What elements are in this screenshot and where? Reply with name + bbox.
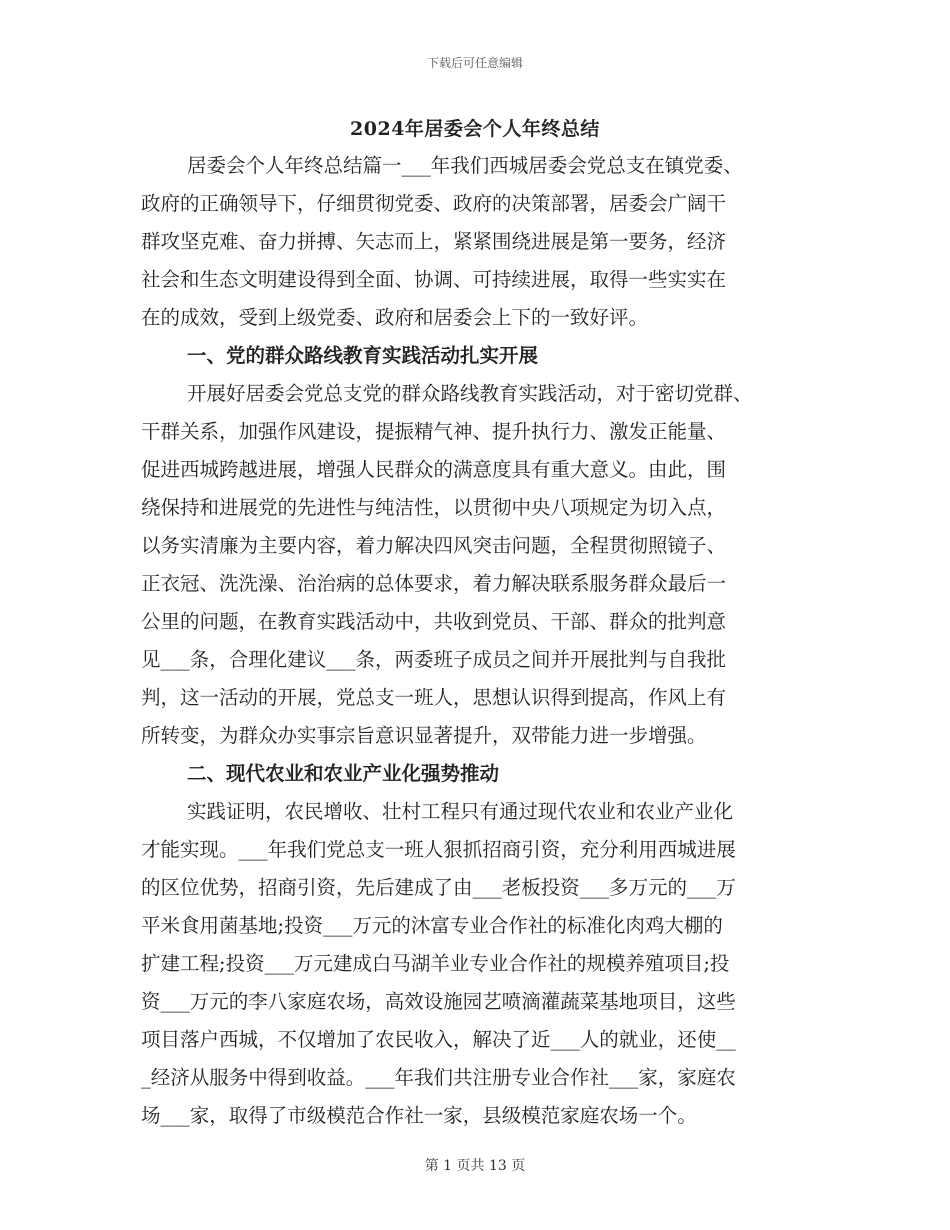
text-line: 政府的正确领导下，仔细贯彻党委、政府的决策部署，居委会广阔干 [141, 192, 727, 215]
text-line: 实践证明，农民增收、壮村工程只有通过现代农业和农业产业化 [187, 800, 734, 823]
text-line: 促进西城跨越进展，增强人民群众的满意度具有重大意义。由此，围 [141, 458, 727, 481]
text-line: 社会和生态文明建设得到全面、协调、可持续进展，取得一些实实在 [141, 268, 727, 291]
text-line: 在的成效，受到上级党委、政府和居委会上下的一致好评。 [141, 306, 649, 329]
text-line: 项目落户西城，不仅增加了农民收入，解决了近___人的就业，还使__ [141, 1028, 736, 1051]
document-title: 2024年居委会个人年终总结 [350, 118, 600, 140]
text-line: 扩建工程;投资___万元建成白马湖羊业专业合作社的规模养殖项目;投 [141, 952, 730, 975]
text-line: 平米食用菌基地;投资___万元的沐富专业合作社的标准化肉鸡大棚的 [141, 914, 723, 937]
text-line: 见___条，合理化建议___条，两委班子成员之间并开展批判与自我批 [141, 648, 727, 671]
text-line: 判，这一活动的开展，党总支一班人，思想认识得到提高，作风上有 [141, 686, 727, 709]
text-line: 居委会个人年终总结篇一___年我们西城居委会党总支在镇党委、 [187, 154, 743, 177]
text-line: 公里的问题，在教育实践活动中，共收到党员、干部、群众的批判意 [141, 610, 727, 633]
text-line: 以务实清廉为主要内容，着力解决四风突击问题，全程贯彻照镜子、 [141, 534, 727, 557]
text-line: 资___万元的李八家庭农场，高效设施园艺喷滴灌蔬菜基地项目，这些 [141, 990, 736, 1013]
text-line: 绕保持和进展党的先进性与纯洁性，以贯彻中央八项规定为切入点， [141, 496, 727, 519]
header-note: 下载后可任意编辑 [426, 56, 523, 70]
section-heading: 二、现代农业和农业产业化强势推动 [187, 762, 500, 785]
section-heading: 一、党的群众路线教育实践活动扎实开展 [187, 344, 539, 367]
text-line: 的区位优势，招商引资，先后建成了由___老板投资___多万元的___万 [141, 876, 736, 899]
text-line: _经济从服务中得到收益。___年我们共注册专业合作社___家，家庭农 [141, 1066, 736, 1089]
text-line: 干群关系，加强作风建设，提振精气神、提升执行力、激发正能量、 [141, 420, 727, 443]
text-line: 开展好居委会党总支党的群众路线教育实践活动，对于密切党群、 [187, 382, 753, 405]
page-footer: 第 1 页共 13 页 [424, 1158, 526, 1174]
text-line: 正衣冠、洗洗澡、治治病的总体要求，着力解决联系服务群众最后一 [141, 572, 727, 595]
document-body [141, 147, 809, 1135]
text-line: 场___家，取得了市级模范合作社一家，县级模范家庭农场一个。 [141, 1104, 697, 1127]
text-line: 才能实现。___年我们党总支一班人狠抓招商引资，充分利用西城进展 [141, 838, 736, 861]
text-line: 所转变，为群众办实事宗旨意识显著提升，双带能力进一步增强。 [141, 724, 707, 747]
text-line: 群攻坚克难、奋力拼搏、矢志而上，紧紧围绕进展是第一要务，经济 [141, 230, 727, 253]
